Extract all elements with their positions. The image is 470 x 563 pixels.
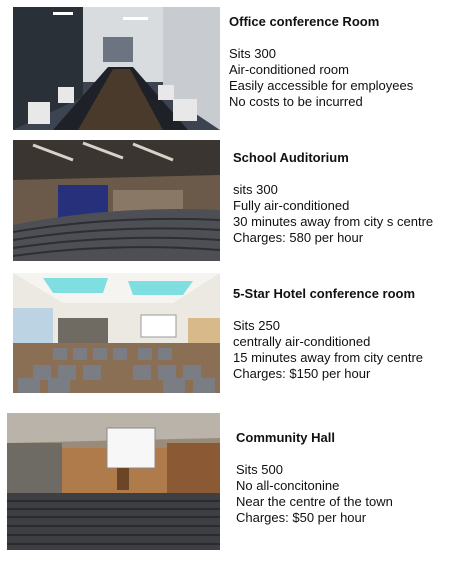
venue-detail: Sits 500 — [236, 462, 283, 477]
venue-community-hall — [0, 405, 470, 555]
venue-info — [229, 14, 413, 110]
venue-title: School Auditorium — [233, 150, 349, 165]
venue-office-conference-room — [0, 0, 470, 135]
venue-info — [236, 430, 393, 526]
venue-title: Office conference Room — [229, 14, 380, 29]
venue-detail: 15 minutes away from city centre — [233, 350, 424, 365]
conference-room-photo — [13, 7, 220, 130]
venue-title: 5-Star Hotel conference room — [233, 286, 416, 301]
venue-detail: centrally air-conditioned — [233, 334, 371, 349]
venue-detail: sits 300 — [233, 182, 278, 197]
venue-detail: No all-concitonine — [236, 478, 340, 493]
venue-hotel-conference-room — [0, 270, 470, 400]
venue-detail: Easily accessible for employees — [229, 78, 414, 93]
auditorium-photo — [13, 140, 220, 261]
venue-detail: Fully air-conditioned — [233, 198, 350, 213]
venue-detail: Charges: $50 per hour — [236, 510, 367, 525]
venue-detail: Air-conditioned room — [229, 62, 349, 77]
venue-info — [233, 150, 433, 246]
venue-detail: Charges: 580 per hour — [233, 230, 364, 245]
venue-detail: 30 minutes away from city s centre — [233, 214, 434, 229]
venue-detail: Sits 300 — [229, 46, 276, 61]
venue-detail: No costs to be incurred — [229, 94, 363, 109]
community-hall-photo — [7, 413, 220, 550]
venue-title: Community Hall — [236, 430, 335, 445]
venue-info — [233, 286, 423, 382]
hotel-conference-photo — [13, 273, 220, 393]
venue-detail: Near the centre of the town — [236, 494, 393, 509]
venue-school-auditorium — [0, 135, 470, 265]
venue-detail: Charges: $150 per hour — [233, 366, 371, 381]
venue-detail: Sits 250 — [233, 318, 280, 333]
